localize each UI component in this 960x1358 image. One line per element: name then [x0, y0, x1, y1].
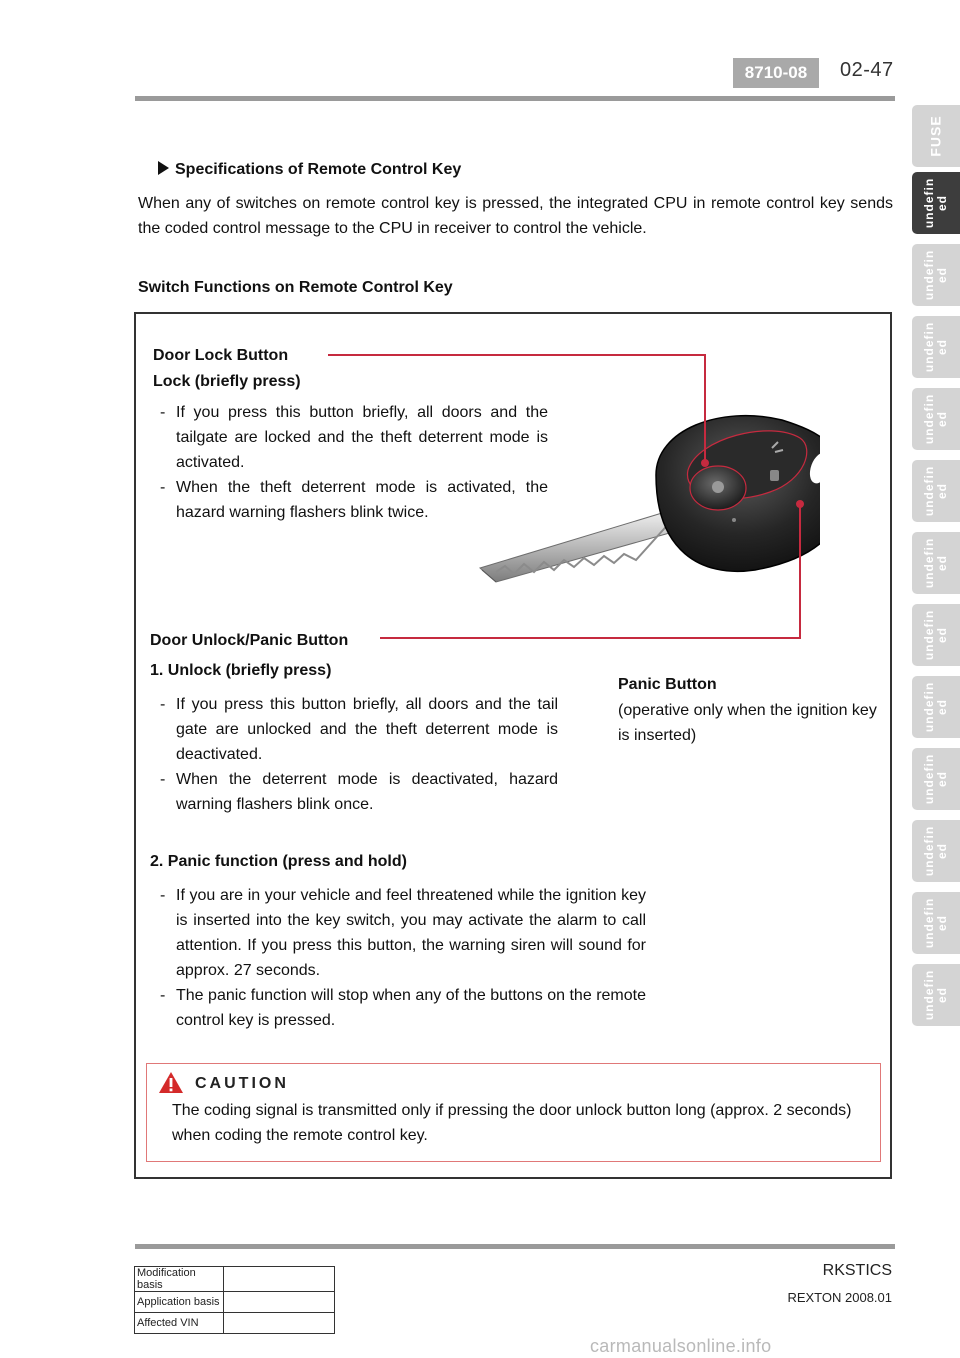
door-unlock-title: Door Unlock/Panic Button — [150, 632, 349, 649]
door-lock-title: Door Lock Button — [153, 347, 289, 364]
table-cell-label: Modification basis — [135, 1267, 224, 1292]
unlock-list — [154, 692, 558, 817]
list-item-text: If you press this button briefly, all doors and the tail gate are unlocked and the theft deterrent mode is deactivated. — [176, 696, 558, 763]
side-tab-active[interactable] — [912, 172, 960, 234]
unlock-subtitle: 1. Unlock (briefly press) — [150, 662, 332, 679]
table-row — [135, 1313, 335, 1334]
list-item-text: If you press this button briefly, all doors and the tailgate are locked and the theft deterrent mode is activated. — [176, 404, 548, 471]
table-cell-label: Application basis — [135, 1292, 224, 1313]
side-tab-label: undefin ed — [922, 465, 949, 517]
side-tab-fuse[interactable] — [912, 105, 960, 167]
section-code-badge: 8710-08 — [733, 58, 819, 88]
table-row — [135, 1292, 335, 1313]
side-tab-label: undefin ed — [922, 393, 949, 445]
document-id: RKSTICS — [822, 1262, 892, 1279]
side-tab-label: undefin ed — [922, 825, 949, 877]
side-tab[interactable] — [912, 676, 960, 738]
side-tab-label: undefin ed — [922, 177, 949, 229]
list-item-text: When the deterrent mode is deactivated, hazard warning flashers blink once. — [176, 771, 558, 813]
side-tab-label: undefin ed — [922, 681, 949, 733]
side-tab-label: undefin ed — [922, 321, 949, 373]
caution-text: The coding signal is transmitted only if pressing the door unlock button long (approx. 2 seconds) when coding the remote control key. — [172, 1102, 852, 1144]
warning-triangle-icon — [158, 1071, 184, 1094]
panic-function-list — [154, 883, 646, 1033]
table-cell-value — [224, 1313, 335, 1334]
watermark-text: carmanualsonline.info — [590, 1336, 772, 1356]
side-tab-label: undefin ed — [922, 609, 949, 661]
side-tab[interactable] — [912, 604, 960, 666]
panic-button-title: Panic Button — [618, 676, 717, 693]
panic-function-title: 2. Panic function (press and hold) — [150, 853, 407, 870]
side-tab[interactable] — [912, 820, 960, 882]
side-tab-label: undefin ed — [922, 969, 949, 1021]
table-cell-value — [224, 1267, 335, 1292]
list-item-text: If you are in your vehicle and feel threatened while the ignition key is inserted into the key switch, you may activate the alarm to call attention. If you press this button, the warning siren will sound for approx. 27 seconds. — [176, 887, 646, 979]
side-tab-label: undefin ed — [922, 249, 949, 301]
panic-button-note: (operative only when the ignition key is inserted) — [618, 702, 877, 744]
list-item: - If you press this button briefly, all doors and the tailgate are locked and the theft deterrent mode is activated. — [160, 404, 548, 471]
side-tab-label: undefin ed — [922, 753, 949, 805]
list-item-text: When the theft deterrent mode is activated, the hazard warning flashers blink twice. — [176, 479, 548, 521]
table-row — [135, 1267, 335, 1292]
top-divider — [135, 96, 895, 101]
side-tab[interactable] — [912, 748, 960, 810]
list-item: - The panic function will stop when any of the buttons on the remote control key is pressed. — [160, 987, 646, 1029]
list-item: - When the deterrent mode is deactivated, hazard warning flashers blink once. — [160, 771, 558, 813]
play-arrow-icon — [158, 161, 169, 175]
side-tab[interactable] — [912, 964, 960, 1026]
list-item-text: The panic function will stop when any of the buttons on the remote control key is pressed. — [176, 987, 646, 1029]
modification-table — [134, 1266, 335, 1334]
key-fob — [656, 416, 820, 572]
caution-label: CAUTION — [195, 1075, 289, 1092]
side-tab[interactable] — [912, 532, 960, 594]
table-cell-label: Affected VIN — [135, 1313, 224, 1334]
list-item: - If you are in your vehicle and feel threatened while the ignition key is inserted into the key switch, you may activate the alarm to call attention. If you press this button, the warning siren will sound for approx. 27 seconds. — [160, 887, 646, 979]
side-tab-label: FUSE — [927, 115, 944, 157]
list-item: - If you press this button briefly, all doors and the tail gate are unlocked and the theft deterrent mode is deactivated. — [160, 696, 558, 763]
table-cell-value — [224, 1292, 335, 1313]
spec-heading-text: Specifications of Remote Control Key — [175, 161, 462, 178]
side-tab[interactable] — [912, 316, 960, 378]
side-tab[interactable] — [912, 892, 960, 954]
side-tab[interactable] — [912, 388, 960, 450]
side-tab[interactable] — [912, 244, 960, 306]
switch-functions-heading: Switch Functions on Remote Control Key — [138, 279, 453, 296]
door-lock-subtitle: Lock (briefly press) — [153, 373, 301, 390]
model-date: REXTON 2008.01 — [787, 1290, 892, 1305]
bottom-divider — [135, 1244, 895, 1249]
side-tab[interactable] — [912, 460, 960, 522]
side-tab-label: undefin ed — [922, 897, 949, 949]
intro-paragraph: When any of switches on remote control key is pressed, the integrated CPU in remote control key sends the coded control message to the CPU in receiver to control the vehicle. — [138, 195, 893, 237]
door-lock-list — [154, 400, 548, 525]
spec-heading — [158, 161, 461, 179]
list-item: - When the theft deterrent mode is activated, the hazard warning flashers blink twice. — [160, 479, 548, 521]
side-tab-label: undefin ed — [922, 537, 949, 589]
page-number: 02-47 — [840, 59, 894, 81]
